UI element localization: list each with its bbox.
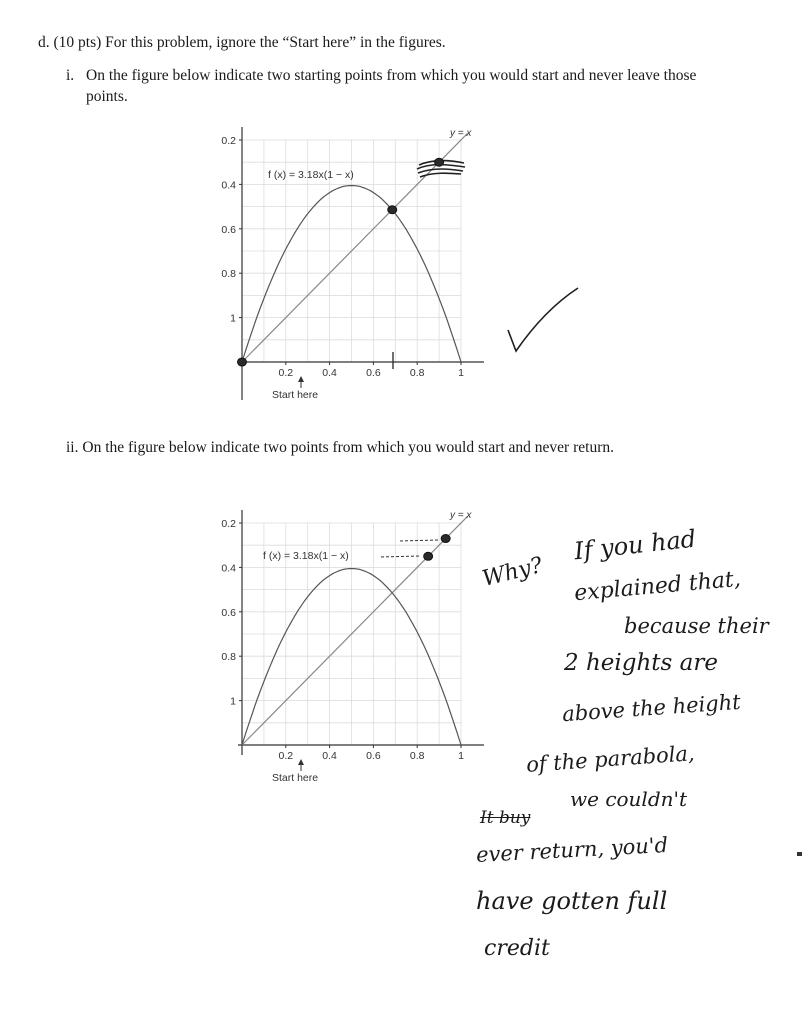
handwritten-comment-line-9: have gotten full	[476, 887, 668, 915]
question-d-text: d. (10 pts) For this problem, ignore the “Start here” in the figures.	[38, 34, 446, 51]
y-tick-label: 0.8	[221, 268, 236, 281]
x-tick-label: 1	[458, 367, 464, 379]
handwritten-comment-line-4: 2 heights are	[564, 650, 718, 676]
figure-1-start-arrowhead	[298, 376, 304, 382]
x-tick-label: 0.8	[409, 750, 425, 762]
marked-point	[441, 535, 450, 543]
figure-1-start-label: Start here	[272, 389, 319, 401]
figure-2-function-label: f (x) = 3.18x(1 − x)	[263, 550, 349, 562]
figure-1-function-label: f (x) = 3.18x(1 − x)	[268, 169, 354, 181]
handwritten-comment-line-10: credit	[484, 936, 550, 961]
x-tick-label: 0.6	[366, 750, 381, 762]
handwritten-comment-why: Why?	[479, 552, 546, 593]
x-tick-label: 1	[458, 750, 464, 762]
y-tick-label: 0.2	[221, 135, 236, 147]
handwritten-comment-line-5: above the height	[561, 689, 742, 727]
y-tick-label: 0.8	[221, 651, 236, 664]
question-ii-label: ii.	[66, 439, 79, 456]
figure-1	[218, 122, 488, 407]
y-tick-label: 0.4	[221, 562, 236, 575]
marked-point	[388, 206, 397, 214]
question-i	[66, 65, 706, 107]
figure-2-leader-line-2	[400, 540, 440, 541]
handwritten-comment-line-1: If you had	[572, 524, 698, 566]
handwritten-comment-line-8: ever return, you'd	[475, 832, 669, 868]
figure-2-start-label: Start here	[272, 772, 319, 784]
figure-1-identity-line	[242, 133, 468, 362]
y-tick-label: 1	[230, 312, 236, 325]
figure-2-svg	[218, 505, 488, 790]
handwritten-comment-line-7: we couldn't	[570, 787, 688, 811]
y-tick-label: 0.6	[221, 606, 236, 619]
handwritten-struck-word: It buy	[480, 808, 531, 828]
x-tick-label: 0.4	[322, 367, 337, 379]
x-tick-label: 0.4	[322, 750, 337, 762]
handwritten-comment-line-6: of the parabola,	[525, 741, 696, 777]
figure-1-identity-label: y = x	[450, 128, 472, 139]
question-ii	[66, 437, 614, 458]
question-i-text: On the figure below indicate two starting points from which you would start and never leave those points.	[86, 67, 697, 105]
y-tick-label: 1	[230, 695, 236, 708]
x-tick-label: 0.2	[278, 367, 294, 379]
handwritten-comment-line-2: explained that,	[573, 566, 742, 607]
handwritten-comment-line-3: because their	[624, 614, 769, 638]
x-tick-label: 0.8	[409, 367, 425, 379]
question-ii-text: On the figure below indicate two points from which you would start and never return.	[82, 439, 614, 456]
marked-point	[238, 358, 247, 366]
figure-2-leader-line-1	[381, 556, 420, 557]
grader-checkmark	[500, 285, 590, 360]
figure-2-start-arrowhead	[298, 759, 304, 765]
y-tick-label: 0.2	[221, 518, 236, 530]
question-i-label: i.	[66, 67, 75, 84]
marked-point	[435, 158, 444, 166]
page-edge-mark	[797, 852, 802, 856]
x-tick-label: 0.2	[278, 750, 294, 762]
y-tick-label: 0.6	[221, 223, 236, 236]
x-tick-label: 0.6	[366, 367, 381, 379]
figure-2-identity-label: y = x	[450, 510, 472, 521]
figure-2	[218, 505, 488, 790]
y-tick-label: 0.4	[221, 179, 236, 192]
marked-point	[424, 552, 433, 560]
figure-1-svg	[218, 122, 488, 407]
